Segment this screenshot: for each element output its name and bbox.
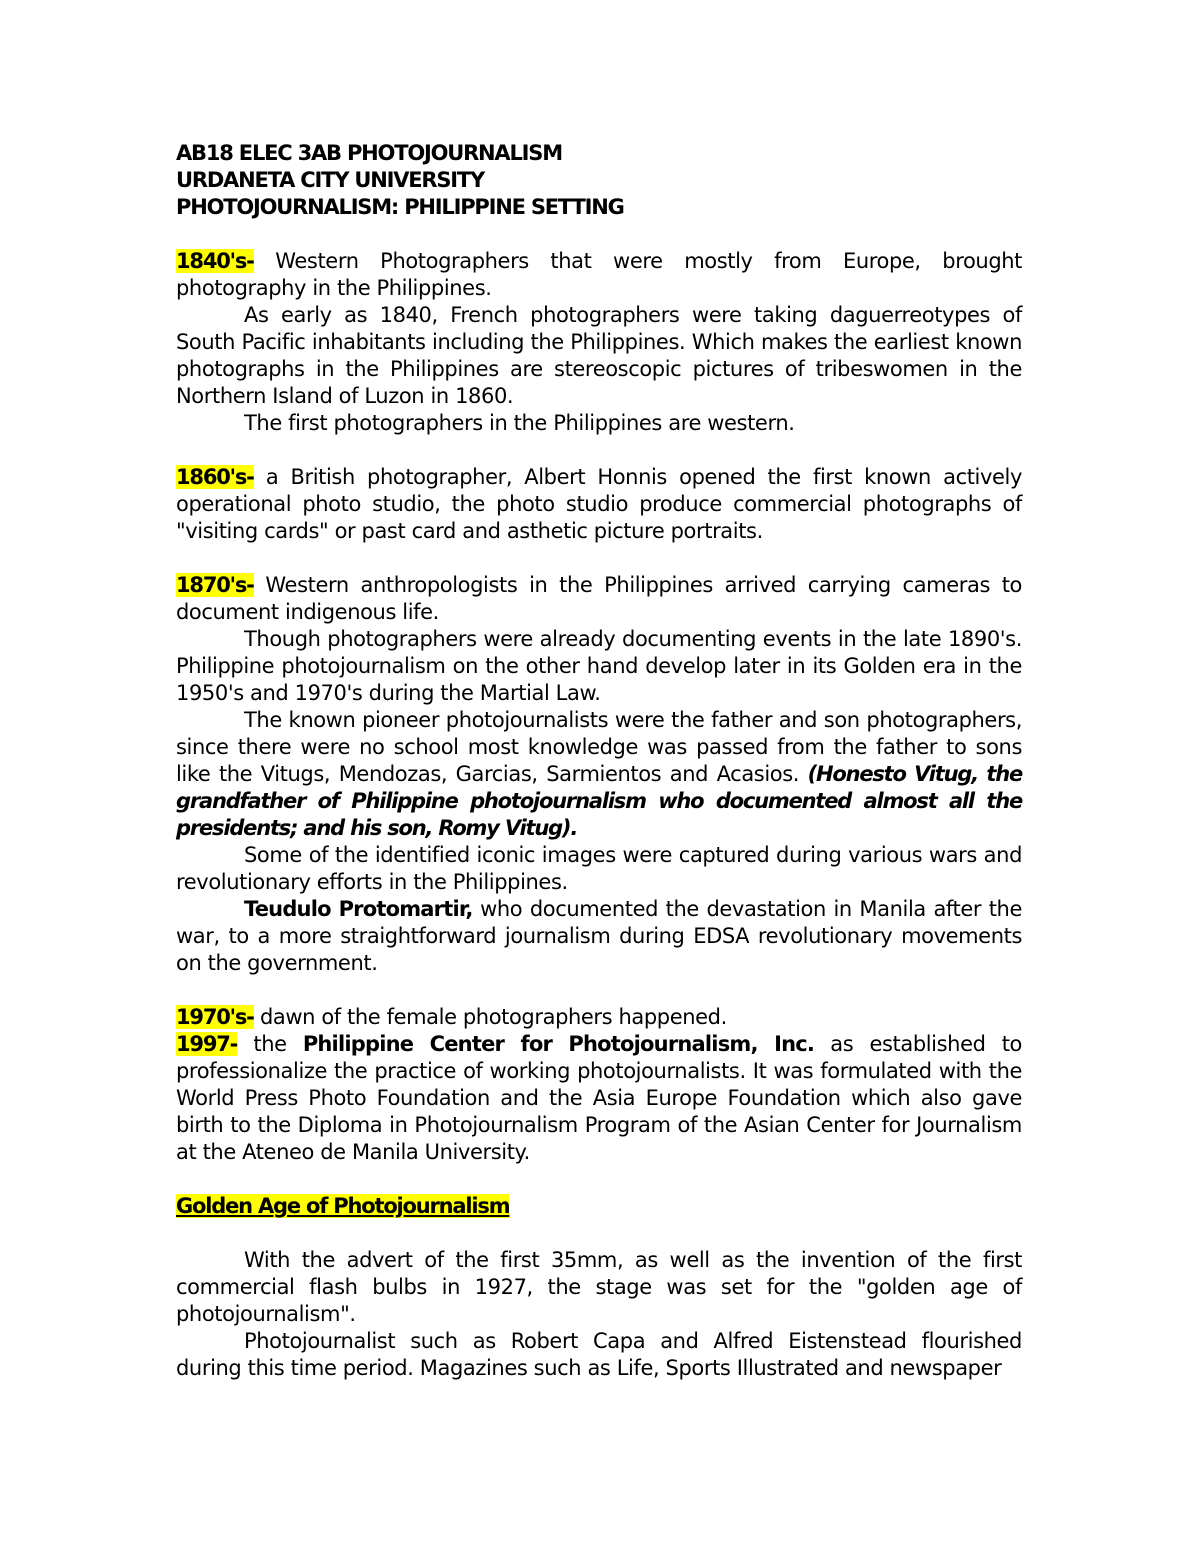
org-name: Philippine Center for Photojournalism, Inc. (302, 1032, 815, 1056)
paragraph-1970s: 1970's- dawn of the female photographers happened. (176, 1005, 727, 1029)
protomartir-name: Teudulo Protomartir, (244, 897, 473, 921)
paragraph-35mm: With the advert of the first 35mm, as well as the invention of the first commercial flash bulbs in 1927, the stage was set for the "golden age of photojournalism". (176, 1248, 1022, 1326)
paragraph-1870s: 1870's- Western anthropologists in the Philippines arrived carrying cameras to document indigenous life. (176, 573, 1022, 624)
course-title: AB18 ELEC 3AB PHOTOJOURNALISM (176, 141, 562, 165)
label-1870s: 1870's- (176, 573, 254, 597)
spacer (176, 221, 1022, 248)
label-1840s: 1840's- (176, 249, 254, 273)
document-title: PHOTOJOURNALISM: PHILIPPINE SETTING (176, 195, 624, 219)
paragraph-iconic-images: Some of the identified iconic images were captured during various wars and revolutionary efforts in the Philippines. (176, 843, 1022, 894)
paragraph-daguerreotypes: As early as 1840, French photographers were taking daguerreotypes of South Pacific inhabitants including the Philippines. Which makes the earliest known photographs in the Philippines are stereoscopic pictures of tribeswomen in the Northern Island of Luzon in 1860. (176, 303, 1022, 408)
paragraph-1997: 1997- the Philippine Center for Photojournalism, Inc. as established to professionalize the practice of working photojournalists. It was formulated with the World Press Photo Foundation and the Asia Europe Foundation which also gave birth to the Diploma in Photojournalism Program of the Asian Center for Journalism at the Ateneo de Manila University. (176, 1032, 1022, 1164)
paragraph-first-photographers: The first photographers in the Philippines are western. (244, 411, 795, 435)
spacer (176, 437, 1022, 464)
spacer (176, 545, 1022, 572)
paragraph-protomartir: Teudulo Protomartir, who documented the devastation in Manila after the war, to a more straightforward journalism during EDSA revolutionary movements on the government. (176, 897, 1022, 975)
label-1970s: 1970's- (176, 1005, 254, 1029)
label-1997: 1997- (176, 1032, 238, 1056)
document-body (176, 140, 1022, 1382)
spacer (176, 1166, 1022, 1193)
golden-age-heading: Golden Age of Photojournalism (176, 1194, 510, 1218)
label-1860s: 1860's- (176, 465, 254, 489)
vitug-note: (Honesto Vitug, the grandfather of Philippine photojournalism who documented almost all the presidents; and his son, Romy Vitug). (176, 762, 1022, 840)
spacer (176, 977, 1022, 1004)
university-name: URDANETA CITY UNIVERSITY (176, 168, 485, 192)
spacer (176, 1220, 1022, 1247)
paragraph-1860s: 1860's- a British photographer, Albert Honnis opened the first known actively operational photo studio, the photo studio produce commercial photographs of "visiting cards" or past card and asthetic picture portraits. (176, 465, 1022, 543)
paragraph-pioneers: The known pioneer photojournalists were the father and son photographers, since there were no school most knowledge was passed from the father to sons like the Vitugs, Mendozas, Garcias, Sarmientos and Acasios. (Honesto Vitug, the grandfather of Philippine photojournalism who documented almost all the presidents; and his son, Romy Vitug). (176, 708, 1022, 840)
paragraph-1840s: 1840's- Western Photographers that were mostly from Europe, brought photography in the Philippines. (176, 249, 1022, 300)
paragraph-capa: Photojournalist such as Robert Capa and Alfred Eistenstead flourished during this time period. Magazines such as Life, Sports Illustrated and newspaper (176, 1329, 1022, 1380)
paragraph-golden-era: Though photographers were already documenting events in the late 1890's. Philippine photojournalism on the other hand develop later in its Golden era in the 1950's and 1970's during the Martial Law. (176, 627, 1022, 705)
